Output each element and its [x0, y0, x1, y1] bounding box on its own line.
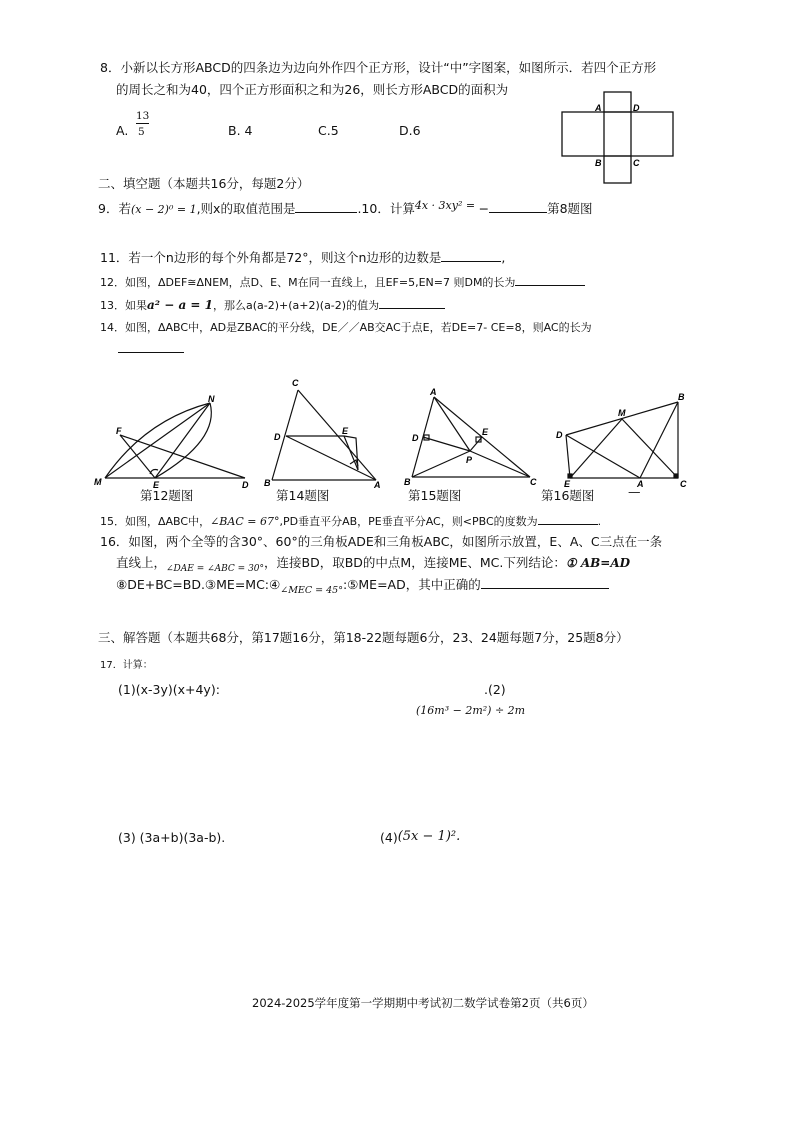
q13-line: 13．如果a² − a = 1，那么a(a-2)+(a+2)(a-2)的值为: [100, 296, 445, 314]
fig15-label-b: B: [404, 477, 411, 487]
q8-option-a-numerator: 13: [136, 110, 150, 122]
fig16-label-d: D: [556, 430, 563, 440]
fig14-caption: 第14题图: [276, 488, 330, 503]
fig16-diagram: [548, 388, 693, 488]
q14-answer-blank[interactable]: [118, 340, 184, 353]
fig16-label-m: M: [618, 408, 626, 418]
q8-line1: 8．小新以长方形ABCD的四条边为边向外作四个正方形，设计“中”字图案，如图所示．若四个正方形: [100, 60, 657, 75]
q9-text: ,则x的取值范围是: [196, 201, 296, 216]
q10-answer-blank[interactable]: [489, 200, 547, 213]
q11-answer-blank[interactable]: [441, 249, 501, 262]
q13-answer-blank[interactable]: [379, 296, 445, 309]
fig15-label-e: E: [482, 427, 489, 437]
q9-expression: (x − 2)⁰ = 1: [130, 203, 197, 216]
fig16-label-c: C: [680, 479, 687, 489]
section2-title: 二、填空题（本题共16分，每题2分）: [98, 176, 310, 191]
q10-expression: 4x · 3xy² =: [414, 199, 479, 212]
q16-expression-mec: ∠MEC = 45°: [280, 585, 343, 596]
q12-line: 12．如图，ΔDEF≅ΔNEM，点D、E、M在同一直线上，且EF=5,EN=7 则DM的长为: [100, 273, 585, 291]
fig12-diagram: [90, 390, 260, 490]
fig8-label-a: A: [595, 103, 602, 113]
q9-line: [98, 200, 593, 218]
q10-dash: −: [478, 201, 490, 216]
fig14-label-d: D: [274, 432, 281, 442]
q17-title: 17．计算：: [100, 660, 153, 671]
fig14-label-a: A: [374, 480, 381, 490]
q16-conclusion-1: ① AB=AD: [565, 556, 631, 570]
q8-line2: 的周长之和为40，四个正方形面积之和为26，则长方形ABCD的面积为: [116, 82, 509, 97]
q13-expression: a² − a = 1: [147, 298, 213, 312]
q12-answer-blank[interactable]: [515, 273, 585, 286]
q15-line: 15．如图，ΔABC中，∠BAC = 67°,PD垂直平分AB，PE垂直平分AC，则<PBC的度数为 .: [100, 512, 601, 530]
fig12-label-d: D: [242, 480, 249, 490]
fig15-label-a: A: [430, 387, 437, 397]
q16-expression-angle: ∠DAE = ∠ABC = 30°: [166, 564, 265, 574]
fig8-label-c: C: [633, 158, 640, 168]
q10-prefix: .10．计算: [357, 201, 415, 216]
fig14-label-c: C: [292, 378, 299, 388]
q8-option-a-denominator: 5: [138, 126, 145, 138]
q8-option-a: A.: [116, 123, 129, 138]
q9-answer-blank[interactable]: [295, 200, 357, 213]
fig15-diagram: [400, 385, 540, 490]
fig16-label-a: A: [637, 479, 644, 489]
q15-expression: ∠BAC = 67°: [210, 515, 280, 528]
fig15-label-c: C: [530, 477, 537, 487]
fig8-label-d: D: [633, 103, 640, 113]
q16-line3: $⑧DE+BC=BD.③ME=MC:④_{\angle MEC = 45^\circ}:⑤ME=AD$，其中正确的: [116, 576, 609, 595]
q17-part4: (4)(5x − 1)².: [380, 829, 461, 845]
fig8-label-b: B: [595, 158, 602, 168]
fig16-dash: —: [628, 484, 641, 499]
q10-fig-caption: 第8题图: [547, 201, 593, 216]
page-footer: 2024-2025学年度第一学期期中考试初二数学试卷第2页（共6页）: [252, 996, 594, 1010]
fig12-caption: 第12题图: [140, 488, 194, 503]
q9-prefix: 9．若: [98, 201, 131, 216]
fig12-label-f: F: [116, 426, 122, 436]
q16-line1: 16．如图，两个全等的含30°、60°的三角板ADE和三角板ABC，如图所示放置，E、A、C三点在一条: [100, 534, 663, 549]
fig12-label-e: E: [153, 480, 160, 490]
fig12-label-n: N: [208, 394, 215, 404]
q17-part1: (1)(x-3y)(x+4y):: [118, 682, 220, 697]
fig15-caption: 第15题图: [408, 488, 462, 503]
fig8-cross-diagram: [560, 90, 690, 185]
fig16-label-e: E: [564, 479, 571, 489]
q16-answer-blank[interactable]: [481, 576, 609, 589]
q8-option-b: B. 4: [228, 123, 253, 138]
q15-answer-blank[interactable]: [538, 512, 598, 525]
fig14-label-e: E: [342, 426, 349, 436]
fig14-label-b: B: [264, 478, 271, 488]
q8-option-c: C.5: [318, 123, 339, 138]
fig16-label-b: B: [678, 392, 685, 402]
q11-line: 11．若一个n边形的每个外角都是72°，则这个n边形的边数是 ,: [100, 250, 506, 265]
q17-part4-expression: (5x − 1)².: [397, 829, 461, 844]
q14-line: 14．如图，ΔABC中，AD是ZBAC的平分线，DE／／AB交AC于点E，若DE=7- CE=8，则AC的长为: [100, 321, 592, 334]
q8-option-d: D.6: [399, 123, 421, 138]
q17-part2-label: .(2): [484, 682, 506, 697]
q16-line2: 直线上，$_{\angle DAE = \angle ABC = 30^\circ}$，连接BD，取BD的中点M，连接ME、MC.下列结论：① AB=AD: [116, 555, 631, 574]
q17-part2-expression: (16m³ − 2m²) ÷ 2m: [416, 704, 526, 717]
fig15-label-p: P: [466, 455, 473, 465]
fig16-caption: 第16题图: [541, 488, 595, 503]
section3-title: 三、解答题（本题共68分，第17题16分，第18-22题每题6分，23、24题每题7分，25题8分）: [98, 630, 629, 645]
fig12-label-m: M: [94, 477, 102, 487]
fig15-label-d: D: [412, 433, 419, 443]
q17-part3: (3) (3a+b)(3a-b).: [118, 830, 226, 845]
fig14-diagram: [262, 376, 392, 488]
